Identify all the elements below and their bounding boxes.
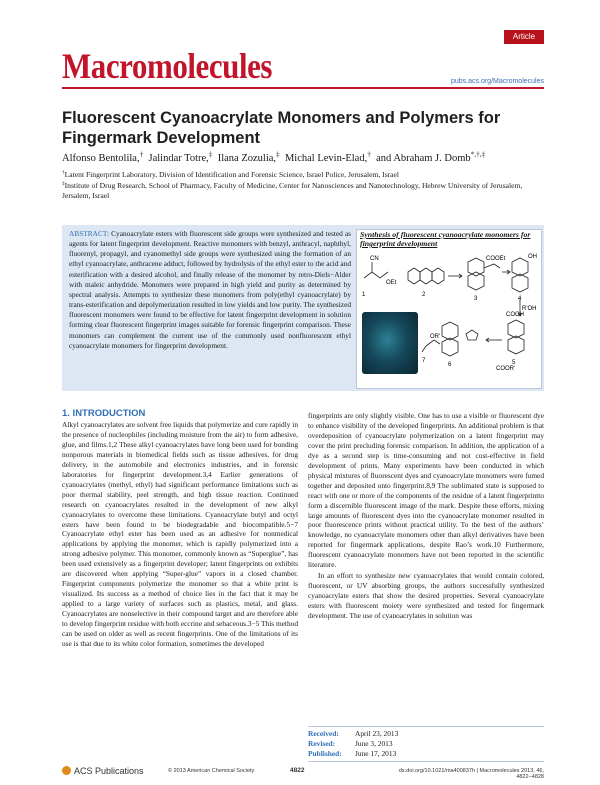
author-affiliation-mark: † bbox=[367, 149, 371, 159]
compound-label: 5 bbox=[512, 360, 516, 366]
history-received: Received: April 23, 2013 bbox=[308, 729, 399, 738]
adduct-6-structure bbox=[442, 322, 458, 356]
paragraph: In an effort to synthesize new cyanoacrylates that would contain colored, fluorescent, or UV absorbing groups, the authors successfully synthesized cyanoacrylate esters that show the desired properties. Several cyanoacrylate esters with fluorescent moiety were synthesized and tested for fingermark development. The use of cyanoacrylates in solution was bbox=[308, 571, 544, 621]
adduct-4-structure bbox=[512, 258, 528, 292]
affiliation-item bbox=[62, 170, 544, 181]
compound-label: 2 bbox=[422, 292, 426, 298]
author-affiliation-mark: † bbox=[139, 149, 144, 159]
journal-logo: Macromolecules bbox=[62, 46, 273, 86]
abstract bbox=[69, 229, 351, 351]
history-published: Published: June 17, 2013 bbox=[308, 749, 397, 758]
synthesis-scheme bbox=[356, 250, 540, 386]
history-revised: Revised: June 3, 2013 bbox=[308, 739, 393, 748]
compound-label: 3 bbox=[474, 296, 478, 302]
compound-label: 6 bbox=[448, 362, 452, 368]
maleic-anhydride-structure bbox=[466, 330, 478, 340]
author-name[interactable]: and Abraham J. Domb bbox=[376, 153, 471, 164]
reagent-label: R'OH bbox=[522, 306, 537, 312]
author-affiliation-mark: *,†,‡ bbox=[470, 149, 486, 159]
author-name[interactable]: Alfonso Bentolila, bbox=[62, 153, 140, 164]
group-label: OH bbox=[528, 254, 537, 260]
affiliations bbox=[62, 170, 544, 202]
group-label: COOEt bbox=[486, 256, 506, 262]
page-number: 4822 bbox=[290, 767, 305, 774]
compound-label: 7 bbox=[422, 358, 426, 364]
article-history bbox=[308, 726, 544, 762]
compound-label: 1 bbox=[362, 292, 366, 298]
article-title: Fluorescent Cyanoacrylate Monomers and Polymers for Fingermark Development bbox=[62, 109, 501, 147]
journal-url-link[interactable]: pubs.acs.org/Macromolecules bbox=[451, 78, 544, 85]
acs-logo-icon bbox=[62, 766, 71, 775]
anthracene-structure bbox=[408, 268, 444, 284]
copyright: © 2013 American Chemical Society bbox=[168, 768, 255, 774]
toc-graphic-title: Synthesis of fluorescent cyanoacrylate monomers for fingerprint development bbox=[360, 230, 531, 248]
body-text-left-column: Alkyl cyanoacrylates are solvent free liquids that polymerize and cure rapidly in the presence of nucleophiles (including moisture from the air) to form adhesive, glue, and films.1,2 These alkyl cyanoacrylates have long been used for bonding nonporous materials in biomedical fields such as tissue adhesives, for drug delivery, in the automobile and electronics industries, and in forensic laboratories for fingerprint development.3,4 Earlier generations of cyanoacrylates (methyl, ethyl) had significant performance limitations such as poor thermal stability, peel strength, and high tissue reaction. Continued research on cyanoacrylates resulted in the development of new alkyl cyanoacrylates to overcome these limitations. Cyanoacrylate butyl and octyl esters have been found to be biodegradable and biocompatible.5−7 Cyanoacrylate ethyl ester has been used as an adhesive for nonmedical applications by applying the monomer, which is rapidly polymerized into a strong adhesive polymer. This monomer, commonly known as “Superglue”, has been used extensively as a fingerprint developer; latent fingerprints on exhibits are discovered when applying “Super-glue” vapors in a closed chamber. Fingerprint components polymerize the monomer so that a white print is visualized. Its success as a method of choice lies in the fact that it may be applied to a large variety of surfaces such as plastics, metal, and glass. Cyanoacrylates are nonselective in their compound target and are therefore able to develop fingerprint residue with both eccrine and sebaceous.3−5 This method can be used on older as well as recent fingerprints. One of the limitations of its use is that due to its white color formation, sometimes the developed bbox=[62, 420, 298, 648]
abstract-label: ABSTRACT: bbox=[69, 229, 110, 238]
group-label: OR' bbox=[430, 334, 441, 340]
group-label: COOH bbox=[506, 312, 524, 318]
publisher-logo[interactable]: ACS Publications bbox=[62, 766, 144, 776]
section-heading: 1. INTRODUCTION bbox=[62, 408, 146, 419]
author-affiliation-mark: ‡ bbox=[276, 149, 280, 159]
author-name[interactable]: Michal Levin-Elad, bbox=[284, 153, 368, 164]
affiliation-text: Institute of Drug Research, School of Pharmacy, Faculty of Medicine, Center for Nanosciences and Nanotechnology, Hebrew University of Jerusalem, Jersalem, Israel bbox=[62, 180, 523, 200]
adduct-3-structure bbox=[468, 258, 500, 290]
compound-label: 4 bbox=[518, 296, 522, 302]
group-label: CN bbox=[370, 256, 379, 262]
affiliation-mark: ‡ bbox=[62, 179, 65, 186]
group-label: OEt bbox=[386, 280, 397, 286]
paragraph: fingerprints are only slightly visible. One has to use a visible or fluorescent dye to enhance visibility of the developed fingerprints. An additional problem is that overdeposition of cyanoacrylate polymerization on a latent fingerprint may cover the print precluding forensic comparison. In addition, the application of a dye as a second step is time-consuming and not cost-effective in field development of prints. Many experiments have been conducted in which physical mixtures of fluorescent dyes and cyanoacrylate monomers were fumed together and deposited onto fingerprint.8,9 The sublimated state is supposed to react with one or more of the components of the residue of a latent fingerprintto form a discernible fluorescent image of the mark. Despite these efforts, mixing large amounts of fluorescent dyes into the cyanoacrylate monomer resulted in poor fluorescence prints without practical utility. To the best of the authors’ knowledge, no cyanoacrylate monomers other than alkyl derivatives have been reported for fingermark applications, despite Rao’s work.10 Furthermore, fluorescent cyanoacrylate monomers have not been reported in the scientific literature. bbox=[308, 411, 544, 570]
affiliation-text: Latent Fingerprint Laboratory, Division of Identification and Forensic Science, Israel Police, Jerusalem, Israel bbox=[64, 170, 400, 179]
author-name[interactable]: Ilana Zozulia, bbox=[217, 153, 277, 164]
monomer-7-structure bbox=[426, 340, 440, 346]
article-type-badge: Article bbox=[504, 30, 544, 44]
header-divider bbox=[62, 87, 544, 89]
body-text-right-column bbox=[308, 411, 544, 621]
group-label: COOR' bbox=[496, 366, 516, 372]
author-list bbox=[62, 149, 544, 165]
monomer-1-structure bbox=[364, 272, 388, 278]
affiliation-item bbox=[62, 181, 544, 202]
author-affiliation-mark: ‡ bbox=[208, 149, 213, 159]
doi-citation[interactable]: dx.doi.org/10.1021/ma400837h | Macromolecules 2013, 46, 4822−4828 bbox=[398, 768, 544, 780]
adduct-5-structure bbox=[508, 320, 524, 354]
abstract-text: Cyanoacrylate esters with fluorescent side groups were synthesized and tested as agents for latent fingerprint development. Reactive monomers with benzyl, anthracyl, naphthyl, fluorenyl, propagyl, and cyanomethyl side groups were synthesized using the formation of an ethyl cyanoacrylate, anthracene adduct, followed by hydrolysis of the ethyl ester to the acid and esterification with a desired alcohol, and finally release of the monomer by retro-Diels−Alder with maleic anhydride. Monomers were prepared in high yield and purity as determined by spectral analysis. Attempts to synthesize these monomers from poly(ethyl cyanoacrylate) by trans-esterification and depolymerization resulted in low yields and low purity. The synthesized fluorescent monomers were found to be effective for latent fingerprint development in solution forming clear fluorescent fingerprint images suitable for forensic fingerprint comparison. These monomers can complement the current use of the commonly used nonfluorescent ethyl cyanoacrylate monomers for fingerprint development. bbox=[69, 229, 351, 350]
affiliation-mark: † bbox=[62, 169, 65, 176]
author-name[interactable]: Jalindar Totre, bbox=[148, 153, 209, 164]
